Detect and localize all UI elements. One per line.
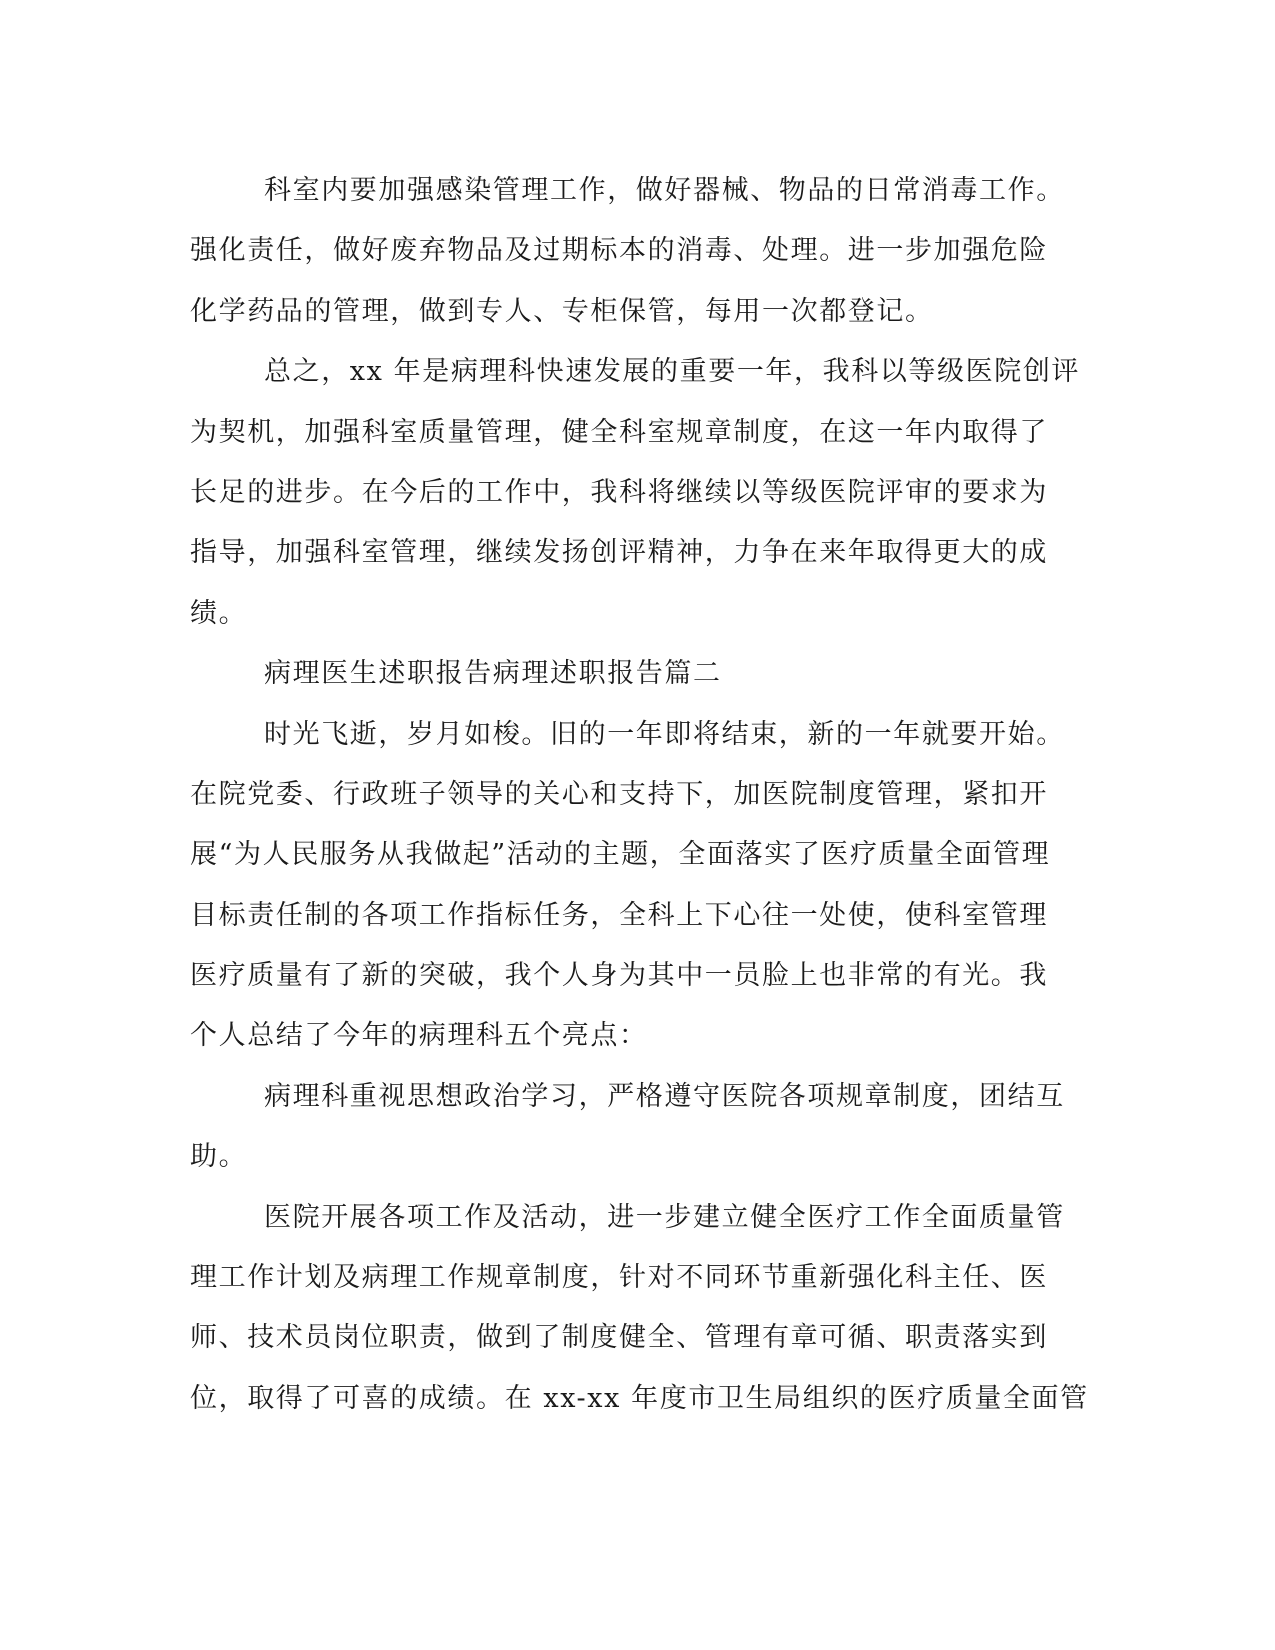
text-line: 师、技术员岗位职责，做到了制度健全、管理有章可循、职责落实到	[190, 1322, 1048, 1354]
text-line: 医疗质量有了新的突破，我个人身为其中一员脸上也非常的有光。我	[190, 960, 1048, 992]
text-line: 绩。	[190, 597, 248, 629]
text-line: 理工作计划及病理工作规章制度，针对不同环节重新强化科主任、医	[190, 1262, 1048, 1294]
text-line: 为契机，加强科室质量管理，健全科室规章制度，在这一年内取得了	[190, 416, 1048, 448]
text-line: 强化责任，做好废弃物品及过期标本的消毒、处理。进一步加强危险	[190, 235, 1048, 267]
text-line: 指导，加强科室管理，继续发扬创评精神，力争在来年取得更大的成	[190, 537, 1048, 569]
text-line: 展“为人民服务从我做起”活动的主题，全面落实了医疗质量全面管理	[190, 839, 1051, 871]
text-line: 化学药品的管理，做到专人、专柜保管，每用一次都登记。	[190, 295, 934, 327]
text-line: 位，取得了可喜的成绩。在 xx-xx 年度市卫生局组织的医疗质量全面管	[190, 1382, 1089, 1414]
text-line: 医院开展各项工作及活动，进一步建立健全医疗工作全面质量管	[264, 1201, 1065, 1233]
section-heading: 病理医生述职报告病理述职报告篇二	[264, 658, 722, 690]
text-line: 病理科重视思想政治学习，严格遵守医院各项规章制度，团结互	[264, 1080, 1065, 1112]
text-line: 个人总结了今年的病理科五个亮点：	[190, 1020, 648, 1052]
text-line: 在院党委、行政班子领导的关心和支持下，加医院制度管理，紧扣开	[190, 778, 1048, 810]
text-line: 目标责任制的各项工作指标任务，全科上下心往一处使，使科室管理	[190, 899, 1048, 931]
document-body	[190, 161, 1090, 1429]
text-line: 时光飞逝，岁月如梭。旧的一年即将结束，新的一年就要开始。	[264, 718, 1065, 750]
text-line: 总之，xx 年是病理科快速发展的重要一年，我科以等级医院创评	[264, 356, 1081, 388]
text-line: 助。	[190, 1141, 248, 1173]
text-line: 长足的进步。在今后的工作中，我科将继续以等级医院评审的要求为	[190, 476, 1048, 508]
text-line: 科室内要加强感染管理工作，做好器械、物品的日常消毒工作。	[264, 175, 1065, 206]
